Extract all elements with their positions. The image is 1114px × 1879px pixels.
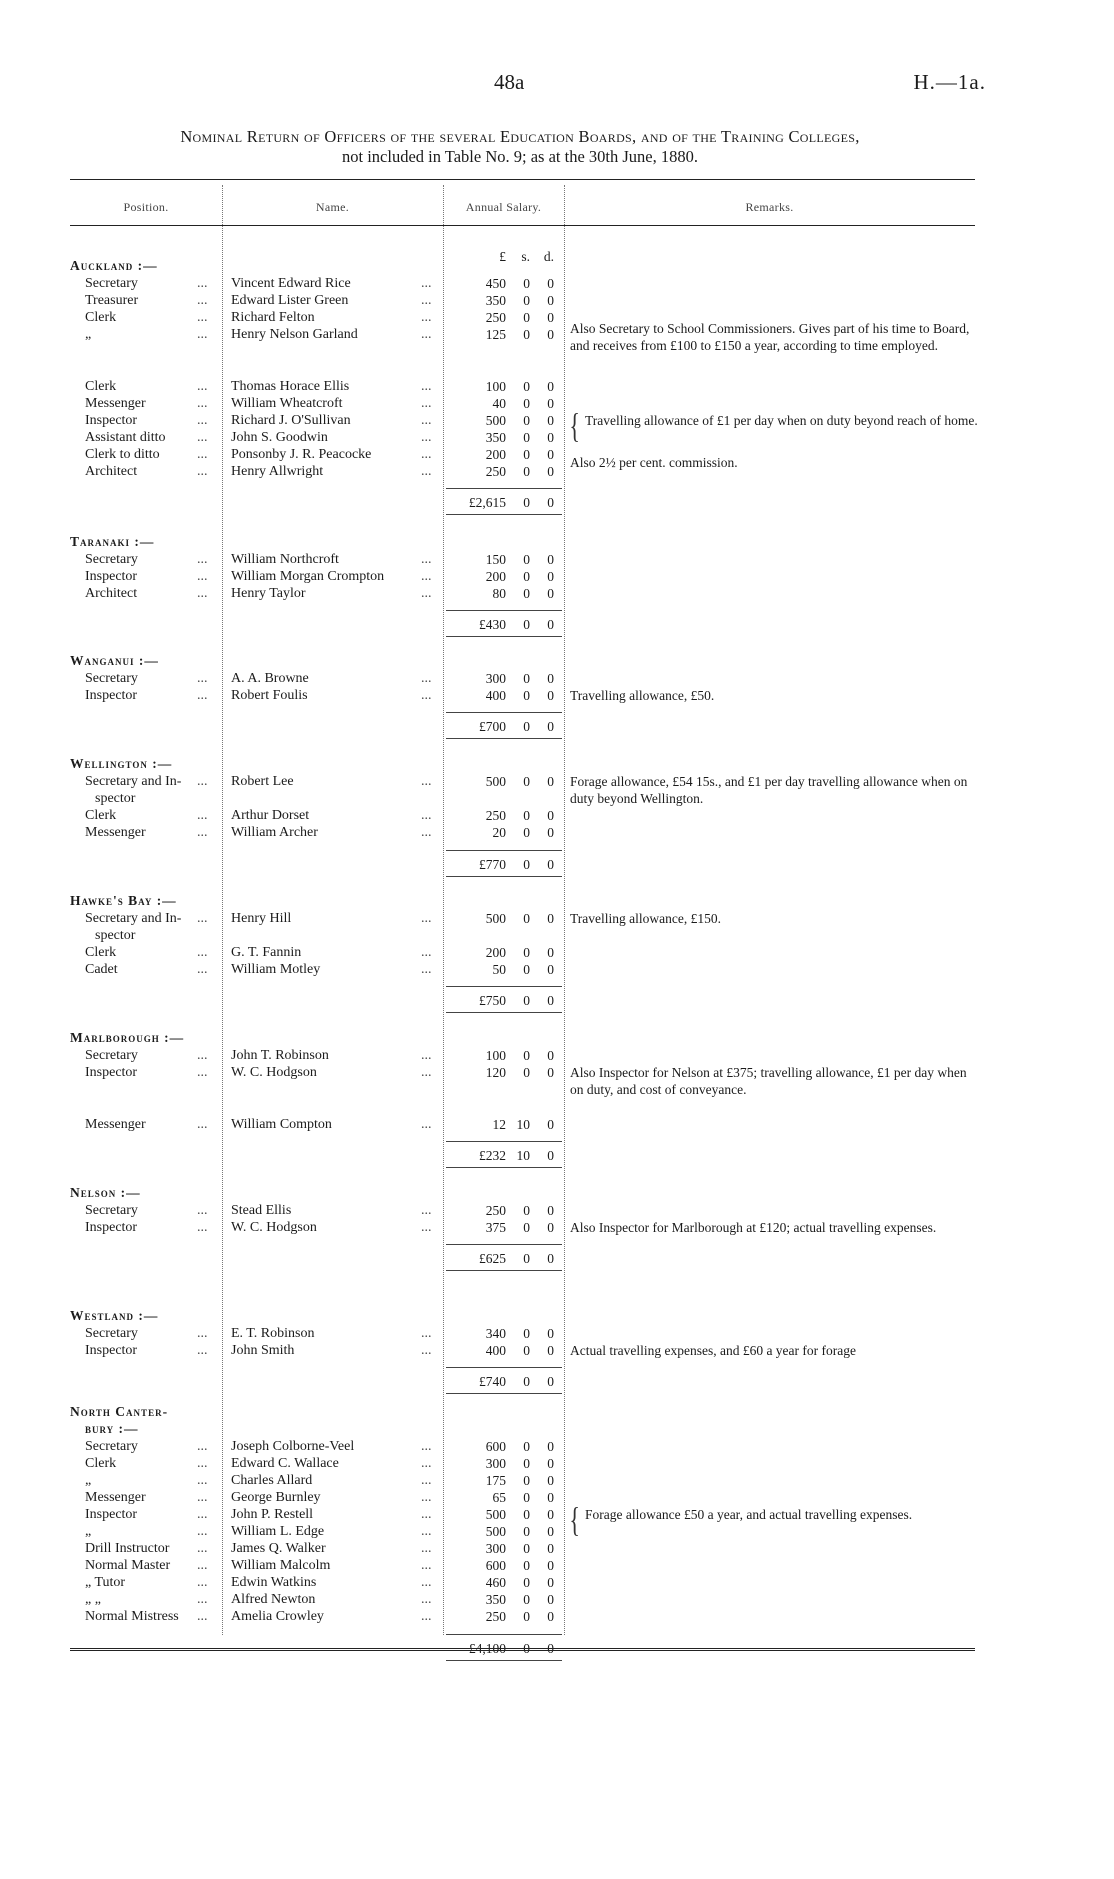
position-cell: Inspector ... [85, 688, 208, 703]
subtotal-rule-bottom [446, 636, 562, 637]
remark-text: Travelling allowance, £150. [570, 911, 721, 926]
salary-pounds: 500 [485, 413, 506, 428]
name-cell: Robert Lee ... [231, 774, 432, 789]
salary-pence: 0 [547, 379, 554, 394]
salary-pence: 0 [547, 1558, 554, 1573]
salary-pence: 0 [547, 430, 554, 445]
salary-shillings: 0 [523, 1203, 530, 1218]
salary-pounds: 250 [485, 310, 506, 325]
name-cell: William Wheatcroft ... [231, 396, 432, 411]
subtotal-rule-top [446, 488, 562, 489]
remark-text: Also 2½ per cent. commission. [570, 455, 738, 470]
position-cell-continued: spector [95, 791, 136, 806]
position-cell: Architect ... [85, 586, 208, 601]
salary-pounds: 500 [485, 1524, 506, 1539]
position-cell: Messenger ... [85, 1490, 208, 1505]
position-cell: Secretary ... [85, 1203, 208, 1218]
position-cell: Assistant ditto ... [85, 430, 208, 445]
salary-pounds: 200 [485, 945, 506, 960]
document-reference: H.—1a. [913, 70, 986, 94]
name-cell: Stead Ellis ... [231, 1203, 432, 1218]
name-cell: James Q. Walker ... [231, 1541, 432, 1556]
salary-pence: 0 [547, 464, 554, 479]
position-cell: Secretary and In- ... [85, 911, 208, 926]
remark-text: Also Inspector for Marlborough at £120; actual travelling expenses. [570, 1220, 937, 1235]
subtotal-pounds: £430 [479, 617, 506, 632]
salary-pence: 0 [547, 1065, 554, 1080]
subtotal-rule-bottom [446, 1270, 562, 1271]
salary-pounds: 200 [485, 447, 506, 462]
position-cell: Inspector ... [85, 413, 208, 428]
subtotal-pence: 0 [547, 719, 554, 734]
salary-pounds: 300 [485, 1456, 506, 1471]
salary-pounds: 12 [492, 1117, 506, 1132]
salary-shillings: 0 [523, 327, 530, 342]
name-cell: John S. Goodwin ... [231, 430, 432, 445]
subtotal-rule-bottom [446, 738, 562, 739]
position-cell: Clerk to ditto ... [85, 447, 208, 462]
subtotal-shillings: 0 [523, 1374, 530, 1389]
column-header-name: Name. [315, 200, 350, 214]
pence-heading: d. [543, 249, 554, 264]
name-cell: W. C. Hodgson ... [231, 1065, 432, 1080]
salary-pounds: 350 [485, 1592, 506, 1607]
position-cell-continued: spector [95, 928, 136, 943]
salary-shillings: 0 [523, 464, 530, 479]
position-cell: Inspector ... [85, 569, 208, 584]
position-cell: Messenger ... [85, 825, 208, 840]
subtotal-pence: 0 [547, 1251, 554, 1266]
name-cell: Richard Felton ... [231, 310, 432, 325]
name-cell: Henry Taylor ... [231, 586, 432, 601]
position-cell: Normal Mistress ... [85, 1609, 208, 1624]
column-header-remarks: Remarks. [745, 200, 794, 214]
salary-pence: 0 [547, 1541, 554, 1556]
salary-pounds: 100 [485, 379, 506, 394]
salary-pounds: 600 [485, 1439, 506, 1454]
salary-pounds: 65 [492, 1490, 506, 1505]
salary-pounds: 500 [485, 911, 506, 926]
salary-shillings: 0 [523, 671, 530, 686]
salary-pounds: 500 [485, 1507, 506, 1522]
salary-pence: 0 [547, 327, 554, 342]
table-bottom-rule [70, 1648, 975, 1651]
position-cell: Clerk ... [85, 945, 208, 960]
subtotal-shillings: 0 [523, 617, 530, 632]
salary-pounds: 375 [485, 1220, 506, 1235]
salary-pence: 0 [547, 808, 554, 823]
position-cell: „ ... [85, 327, 208, 342]
salary-pounds: 120 [485, 1065, 506, 1080]
subtotal-shillings: 0 [523, 993, 530, 1008]
salary-pounds: 150 [485, 552, 506, 567]
salary-pence: 0 [547, 1203, 554, 1218]
name-cell: William Northcroft ... [231, 552, 432, 567]
position-cell: Cadet ... [85, 962, 208, 977]
column-divider-name [443, 185, 444, 1635]
subtotal-rule-bottom [446, 1393, 562, 1394]
salary-pounds: 40 [492, 396, 506, 411]
name-cell: John T. Robinson ... [231, 1048, 432, 1063]
subtotal-pounds: £750 [479, 993, 506, 1008]
salary-pounds: 80 [492, 586, 506, 601]
subtotal-pence: 0 [547, 857, 554, 872]
subtotal-rule-top [446, 986, 562, 987]
salary-pence: 0 [547, 586, 554, 601]
name-cell: Amelia Crowley ... [231, 1609, 432, 1624]
salary-pounds: 100 [485, 1048, 506, 1063]
remark-brace: } [569, 1499, 580, 1540]
remark-text: Also Inspector for Nelson at £375; travelling allowance, £1 per day when on duty, and cost of conveyance. [570, 1065, 967, 1097]
salary-pence: 0 [547, 1592, 554, 1607]
salary-shillings: 0 [523, 586, 530, 601]
board-heading: Wanganui :— [70, 653, 159, 668]
salary-pounds: 400 [485, 688, 506, 703]
subtotal-pence: 0 [547, 617, 554, 632]
subtotal-rule-bottom [446, 1167, 562, 1168]
name-cell: William Malcolm ... [231, 1558, 432, 1573]
subtotal-shillings: 0 [523, 719, 530, 734]
salary-pounds: 50 [492, 962, 506, 977]
salary-pounds: 250 [485, 1203, 506, 1218]
subtotal-rule-top [446, 1367, 562, 1368]
name-cell: George Burnley ... [231, 1490, 432, 1505]
salary-shillings: 0 [523, 379, 530, 394]
salary-shillings: 0 [523, 1524, 530, 1539]
subtotal-rule-top [446, 1244, 562, 1245]
subtotal-shillings: 10 [516, 1148, 530, 1163]
salary-pounds: 450 [485, 276, 506, 291]
shillings-heading: s. [521, 249, 530, 264]
name-cell: Richard J. O'Sullivan ... [231, 413, 432, 428]
name-cell: William Archer ... [231, 825, 432, 840]
board-heading: Westland :— [70, 1308, 159, 1323]
name-cell: Arthur Dorset ... [231, 808, 432, 823]
salary-shillings: 0 [523, 1343, 530, 1358]
name-cell: G. T. Fannin ... [231, 945, 432, 960]
position-cell: Drill Instructor ... [85, 1541, 208, 1556]
salary-pounds: 125 [485, 327, 506, 342]
salary-shillings: 0 [523, 413, 530, 428]
salary-shillings: 0 [523, 1439, 530, 1454]
salary-pence: 0 [547, 1473, 554, 1488]
name-cell: William Motley ... [231, 962, 432, 977]
salary-shillings: 0 [523, 1473, 530, 1488]
position-cell: Secretary ... [85, 1048, 208, 1063]
salary-pence: 0 [547, 1326, 554, 1341]
salary-pounds: 340 [485, 1326, 506, 1341]
salary-pence: 0 [547, 962, 554, 977]
salary-pence: 0 [547, 447, 554, 462]
position-cell: Normal Master ... [85, 1558, 208, 1573]
salary-pence: 0 [547, 1456, 554, 1471]
board-heading: Auckland :— [70, 258, 158, 273]
name-cell: William Compton ... [231, 1117, 432, 1132]
salary-pence: 0 [547, 774, 554, 789]
subtotal-rule-bottom [446, 876, 562, 877]
subtotal-pounds: £232 [479, 1148, 506, 1163]
salary-pounds: 20 [492, 825, 506, 840]
subtotal-shillings: 0 [523, 1641, 530, 1656]
salary-pounds: 350 [485, 430, 506, 445]
pounds-heading: £ [499, 249, 506, 264]
name-cell: Henry Allwright ... [231, 464, 432, 479]
position-cell: Secretary ... [85, 671, 208, 686]
subtotal-pence: 0 [547, 1374, 554, 1389]
column-header-position: Position. [123, 200, 169, 214]
subtotal-pounds: £700 [479, 719, 506, 734]
salary-pounds: 460 [485, 1575, 506, 1590]
subtotal-pounds: £740 [479, 1374, 506, 1389]
salary-pence: 0 [547, 671, 554, 686]
salary-shillings: 0 [523, 774, 530, 789]
salary-shillings: 0 [523, 1048, 530, 1063]
salary-pence: 0 [547, 1507, 554, 1522]
remark-brace: } [569, 405, 580, 446]
subtotal-rule-top [446, 712, 562, 713]
board-heading: Taranaki :— [70, 534, 155, 549]
header-top-rule [70, 179, 975, 180]
subtotal-pounds: £770 [479, 857, 506, 872]
remark-text: Forage allowance £50 a year, and actual travelling expenses. [585, 1507, 913, 1522]
name-cell: William Morgan Crompton ... [231, 569, 432, 584]
table-title-line-2: not included in Table No. 9; as at the 30th June, 1880. [342, 147, 698, 166]
salary-shillings: 0 [523, 688, 530, 703]
board-heading: North Canter- [70, 1404, 169, 1419]
subtotal-rule-top [446, 1634, 562, 1635]
salary-pounds: 250 [485, 464, 506, 479]
salary-shillings: 0 [523, 1220, 530, 1235]
position-cell: Clerk ... [85, 310, 208, 325]
position-cell: Secretary and In- ... [85, 774, 208, 789]
salary-pence: 0 [547, 1117, 554, 1132]
board-heading: Nelson :— [70, 1185, 141, 1200]
salary-pounds: 600 [485, 1558, 506, 1573]
position-cell: „ „ ... [85, 1592, 208, 1607]
name-cell: Edwin Watkins ... [231, 1575, 432, 1590]
name-cell: A. A. Browne ... [231, 671, 432, 686]
salary-shillings: 0 [523, 396, 530, 411]
salary-shillings: 0 [523, 552, 530, 567]
header-bottom-rule [70, 225, 975, 226]
salary-shillings: 0 [523, 1592, 530, 1607]
salary-pence: 0 [547, 310, 554, 325]
position-cell: „ ... [85, 1524, 208, 1539]
page-number: 48a [494, 70, 525, 94]
salary-shillings: 0 [523, 1456, 530, 1471]
salary-pence: 0 [547, 1439, 554, 1454]
board-heading-continued: bury :— [85, 1421, 139, 1436]
subtotal-shillings: 0 [523, 1251, 530, 1266]
position-cell: Messenger ... [85, 396, 208, 411]
salary-shillings: 0 [523, 276, 530, 291]
board-heading: Marlborough :— [70, 1030, 185, 1045]
salary-pounds: 500 [485, 774, 506, 789]
salary-shillings: 0 [523, 1490, 530, 1505]
position-cell: „ Tutor ... [85, 1575, 208, 1590]
salary-pence: 0 [547, 1575, 554, 1590]
name-cell: Vincent Edward Rice ... [231, 276, 432, 291]
salary-pence: 0 [547, 825, 554, 840]
name-cell: Alfred Newton ... [231, 1592, 432, 1607]
salary-shillings: 0 [523, 293, 530, 308]
position-cell: Treasurer ... [85, 293, 208, 308]
position-cell: Secretary ... [85, 552, 208, 567]
position-cell: Inspector ... [85, 1220, 208, 1235]
salary-shillings: 0 [523, 430, 530, 445]
name-cell: Ponsonby J. R. Peacocke ... [231, 447, 432, 462]
salary-shillings: 0 [523, 1541, 530, 1556]
salary-shillings: 0 [523, 1575, 530, 1590]
salary-pence: 0 [547, 552, 554, 567]
table-title-line-1: Nominal Return of Officers of the several Education Boards, and of the Training Colleges, [180, 127, 860, 146]
subtotal-pence: 0 [547, 1148, 554, 1163]
salary-pounds: 200 [485, 569, 506, 584]
position-cell: Inspector ... [85, 1507, 208, 1522]
position-cell: Inspector ... [85, 1065, 208, 1080]
salary-pounds: 400 [485, 1343, 506, 1358]
name-cell: Henry Nelson Garland ... [231, 327, 432, 342]
salary-shillings: 10 [516, 1117, 530, 1132]
subtotal-pence: 0 [547, 495, 554, 510]
position-cell: Messenger ... [85, 1117, 208, 1132]
name-cell: Edward C. Wallace ... [231, 1456, 432, 1471]
position-cell: Clerk ... [85, 808, 208, 823]
subtotal-pence: 0 [547, 993, 554, 1008]
salary-shillings: 0 [523, 825, 530, 840]
salary-pounds: 350 [485, 293, 506, 308]
salary-pounds: 300 [485, 671, 506, 686]
column-header-salary: Annual Salary. [465, 200, 542, 214]
salary-pence: 0 [547, 1343, 554, 1358]
position-cell: Secretary ... [85, 1439, 208, 1454]
name-cell: John Smith ... [231, 1343, 432, 1358]
salary-pence: 0 [547, 1609, 554, 1624]
salary-pence: 0 [547, 1048, 554, 1063]
column-divider-salary [564, 185, 565, 1635]
subtotal-shillings: 0 [523, 495, 530, 510]
name-cell: William L. Edge ... [231, 1524, 432, 1539]
name-cell: John P. Restell ... [231, 1507, 432, 1522]
salary-shillings: 0 [523, 1558, 530, 1573]
name-cell: E. T. Robinson ... [231, 1326, 432, 1341]
name-cell: Joseph Colborne-Veel ... [231, 1439, 432, 1454]
subtotal-rule-bottom [446, 1660, 562, 1661]
position-cell: Secretary ... [85, 1326, 208, 1341]
salary-pence: 0 [547, 1524, 554, 1539]
salary-pence: 0 [547, 1490, 554, 1505]
salary-shillings: 0 [523, 808, 530, 823]
subtotal-rule-bottom [446, 1012, 562, 1013]
subtotal-pounds: £625 [479, 1251, 506, 1266]
remark-text: Also Secretary to School Commissioners. Gives part of his time to Board, and receives from £100 to £150 a year, according to time employed. [570, 321, 970, 353]
salary-pence: 0 [547, 688, 554, 703]
salary-pence: 0 [547, 276, 554, 291]
subtotal-pounds: £4,100 [468, 1641, 506, 1656]
salary-shillings: 0 [523, 447, 530, 462]
position-cell: Clerk ... [85, 379, 208, 394]
salary-pounds: 300 [485, 1541, 506, 1556]
subtotal-rule-top [446, 850, 562, 851]
salary-pounds: 250 [485, 808, 506, 823]
subtotal-pence: 0 [547, 1641, 554, 1656]
subtotal-pounds: £2,615 [468, 495, 506, 510]
position-cell: Clerk ... [85, 1456, 208, 1471]
column-divider-position [222, 185, 223, 1635]
board-heading: Hawke's Bay :— [70, 893, 177, 908]
name-cell: Edward Lister Green ... [231, 293, 432, 308]
position-cell: Secretary ... [85, 276, 208, 291]
salary-shillings: 0 [523, 1507, 530, 1522]
position-cell: Architect ... [85, 464, 208, 479]
name-cell: Thomas Horace Ellis ... [231, 379, 432, 394]
remark-text: Actual travelling expenses, and £60 a year for forage [570, 1343, 857, 1358]
salary-pounds: 250 [485, 1609, 506, 1624]
name-cell: Robert Foulis ... [231, 688, 432, 703]
subtotal-rule-top [446, 1141, 562, 1142]
salary-pence: 0 [547, 569, 554, 584]
salary-shillings: 0 [523, 1326, 530, 1341]
salary-pence: 0 [547, 911, 554, 926]
salary-pence: 0 [547, 945, 554, 960]
salary-shillings: 0 [523, 1609, 530, 1624]
salary-shillings: 0 [523, 962, 530, 977]
name-cell: Charles Allard ... [231, 1473, 432, 1488]
subtotal-shillings: 0 [523, 857, 530, 872]
remark-text: Travelling allowance of £1 per day when on duty beyond reach of home. [585, 413, 978, 428]
salary-pence: 0 [547, 396, 554, 411]
salary-shillings: 0 [523, 569, 530, 584]
salary-shillings: 0 [523, 911, 530, 926]
subtotal-rule-bottom [446, 514, 562, 515]
name-cell: Henry Hill ... [231, 911, 432, 926]
remark-text: Forage allowance, £54 15s., and £1 per day travelling allowance when on duty beyond Wellington. [570, 774, 968, 806]
salary-pence: 0 [547, 1220, 554, 1235]
salary-shillings: 0 [523, 1065, 530, 1080]
remark-text: Travelling allowance, £50. [570, 688, 715, 703]
salary-pounds: 175 [485, 1473, 506, 1488]
salary-shillings: 0 [523, 945, 530, 960]
name-cell: W. C. Hodgson ... [231, 1220, 432, 1235]
position-cell: „ ... [85, 1473, 208, 1488]
salary-shillings: 0 [523, 310, 530, 325]
board-heading: Wellington :— [70, 756, 173, 771]
subtotal-rule-top [446, 610, 562, 611]
salary-pence: 0 [547, 293, 554, 308]
salary-pence: 0 [547, 413, 554, 428]
position-cell: Inspector ... [85, 1343, 208, 1358]
